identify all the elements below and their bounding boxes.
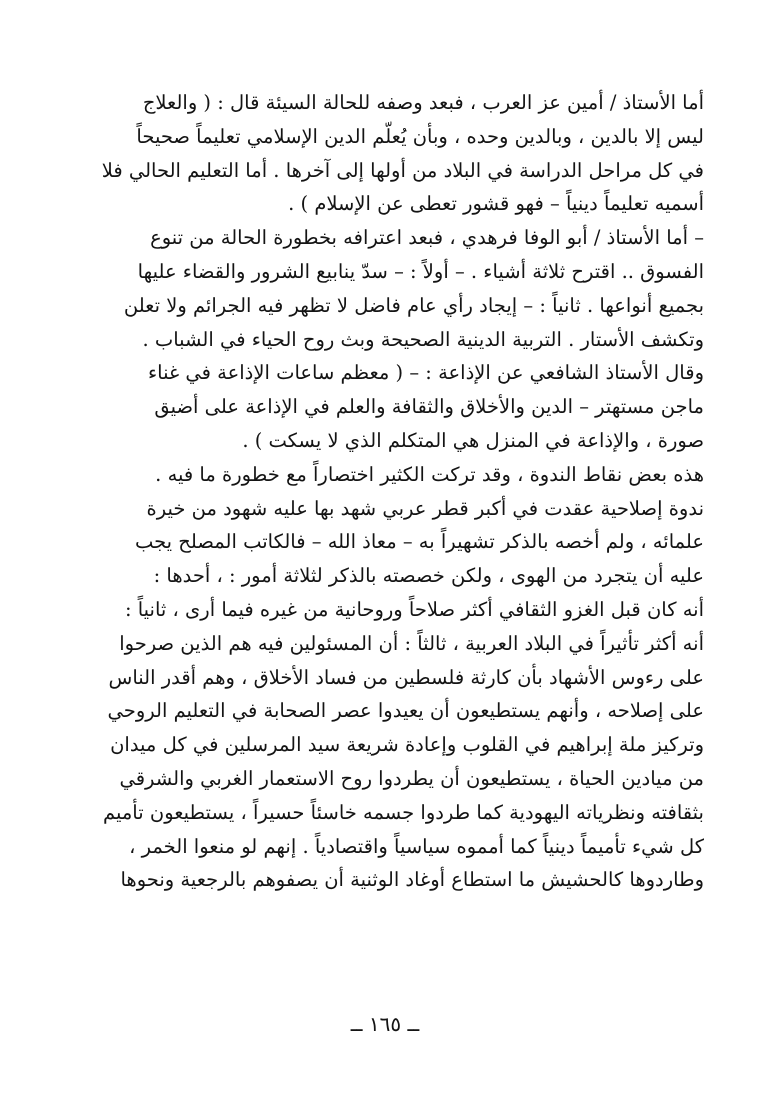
text-line: أما الأستاذ / أمين عز العرب ، فبعد وصفه للحالة السيئة قال : ( والعلاج: [142, 91, 704, 114]
page-number: ــ ١٦٥ ــ: [350, 1012, 420, 1036]
text-line: بثقافته ونظرياته اليهودية كما طردوا جسمه خاسئاً حسيراً ، يستطيعون تأميم: [103, 800, 704, 824]
text-line: – أما الأستاذ / أبو الوفا فرهدي ، فبعد اعترافه بخطورة الحالة من تنوع: [150, 226, 704, 250]
body-text: [64, 86, 704, 897]
text-line: على رءوس الأشهاد بأن كارثة فلسطين من فساد الأخلاق ، وهم أقدر الناس: [108, 665, 704, 689]
text-line: صورة ، والإذاعة في المنزل هي المتكلم الذي لا يسكت ) .: [242, 428, 704, 452]
text-line: وطاردوها كالحشيش ما استطاع أوغاد الوثنية أن يصفوهم بالرجعية ونحوها: [120, 868, 704, 892]
text-line: الفسوق .. اقترح ثلاثة أشياء . – أولاً : – سدّ ينابيع الشرور والقضاء عليها: [137, 259, 704, 283]
text-line: عليه أن يتجرد من الهوى ، ولكن خصصته بالذكر لثلاثة أمور : ، أحدها :: [153, 564, 704, 588]
text-line: هذه بعض نقاط الندوة ، وقد تركت الكثير اختصاراً مع خطورة ما فيه .: [155, 462, 704, 486]
text-line: ندوة إصلاحية عقدت في أكبر قطر عربي شهد بها عليه شهود من خيرة: [146, 496, 704, 520]
text-line: في كل مراحل الدراسة في البلاد من أولها إلى آخرها . أما التعليم الحالي فلا: [101, 158, 704, 182]
text-line: وقال الأستاذ الشافعي عن الإذاعة : – ( معظم ساعات الإذاعة في غناء: [148, 361, 704, 385]
text-line: أنه أكثر تأثيراً في البلاد العربية ، ثالثاً : أن المسئولين فيه هم الذين صرحوا: [119, 631, 704, 655]
text-line: أسميه تعليماً دينياً – فهو قشور تعطى عن الإسلام ) .: [288, 192, 704, 216]
text-line: ليس إلا بالدين ، وبالدين وحده ، وبأن يُعلّم الدين الإسلامي تعليماً صحيحاً: [136, 124, 704, 148]
text-line: بجميع أنواعها . ثانياً : – إيجاد رأي عام فاضل لا تظهر فيه الجرائم ولا تعلن: [123, 293, 704, 317]
text-line: على إصلاحه ، وأنهم يستطيعون أن يعيدوا عصر الصحابة في التعليم الروحي: [107, 699, 704, 723]
text-line: ماجن مستهتر – الدين والأخلاق والثقافة والعلم في الإذاعة على أضيق: [154, 395, 704, 419]
text-line: من ميادين الحياة ، يستطيعون أن يطردوا روح الاستعمار الغربي والشرقي: [119, 766, 704, 790]
text-line: كل شيء تأميماً دينياً كما أمموه سياسياً واقتصادياً . إنهم لو منعوا الخمر ،: [129, 834, 704, 858]
text-line: وتركيز ملة إبراهيم في القلوب وإعادة شريعة سيد المرسلين في كل ميدان: [110, 733, 704, 757]
text-line: وتكشف الأستار . التربية الدينية الصحيحة وبث روح الحياء في الشباب .: [142, 327, 704, 351]
text-line: أنه كان قبل الغزو الثقافي أكثر صلاحاً وروحانية من غيره فيما أرى ، ثانياً :: [124, 597, 704, 621]
text-line: علمائه ، ولم أخصه بالذكر تشهيراً به – معاذ الله – فالكاتب المصلح يجب: [134, 530, 704, 554]
